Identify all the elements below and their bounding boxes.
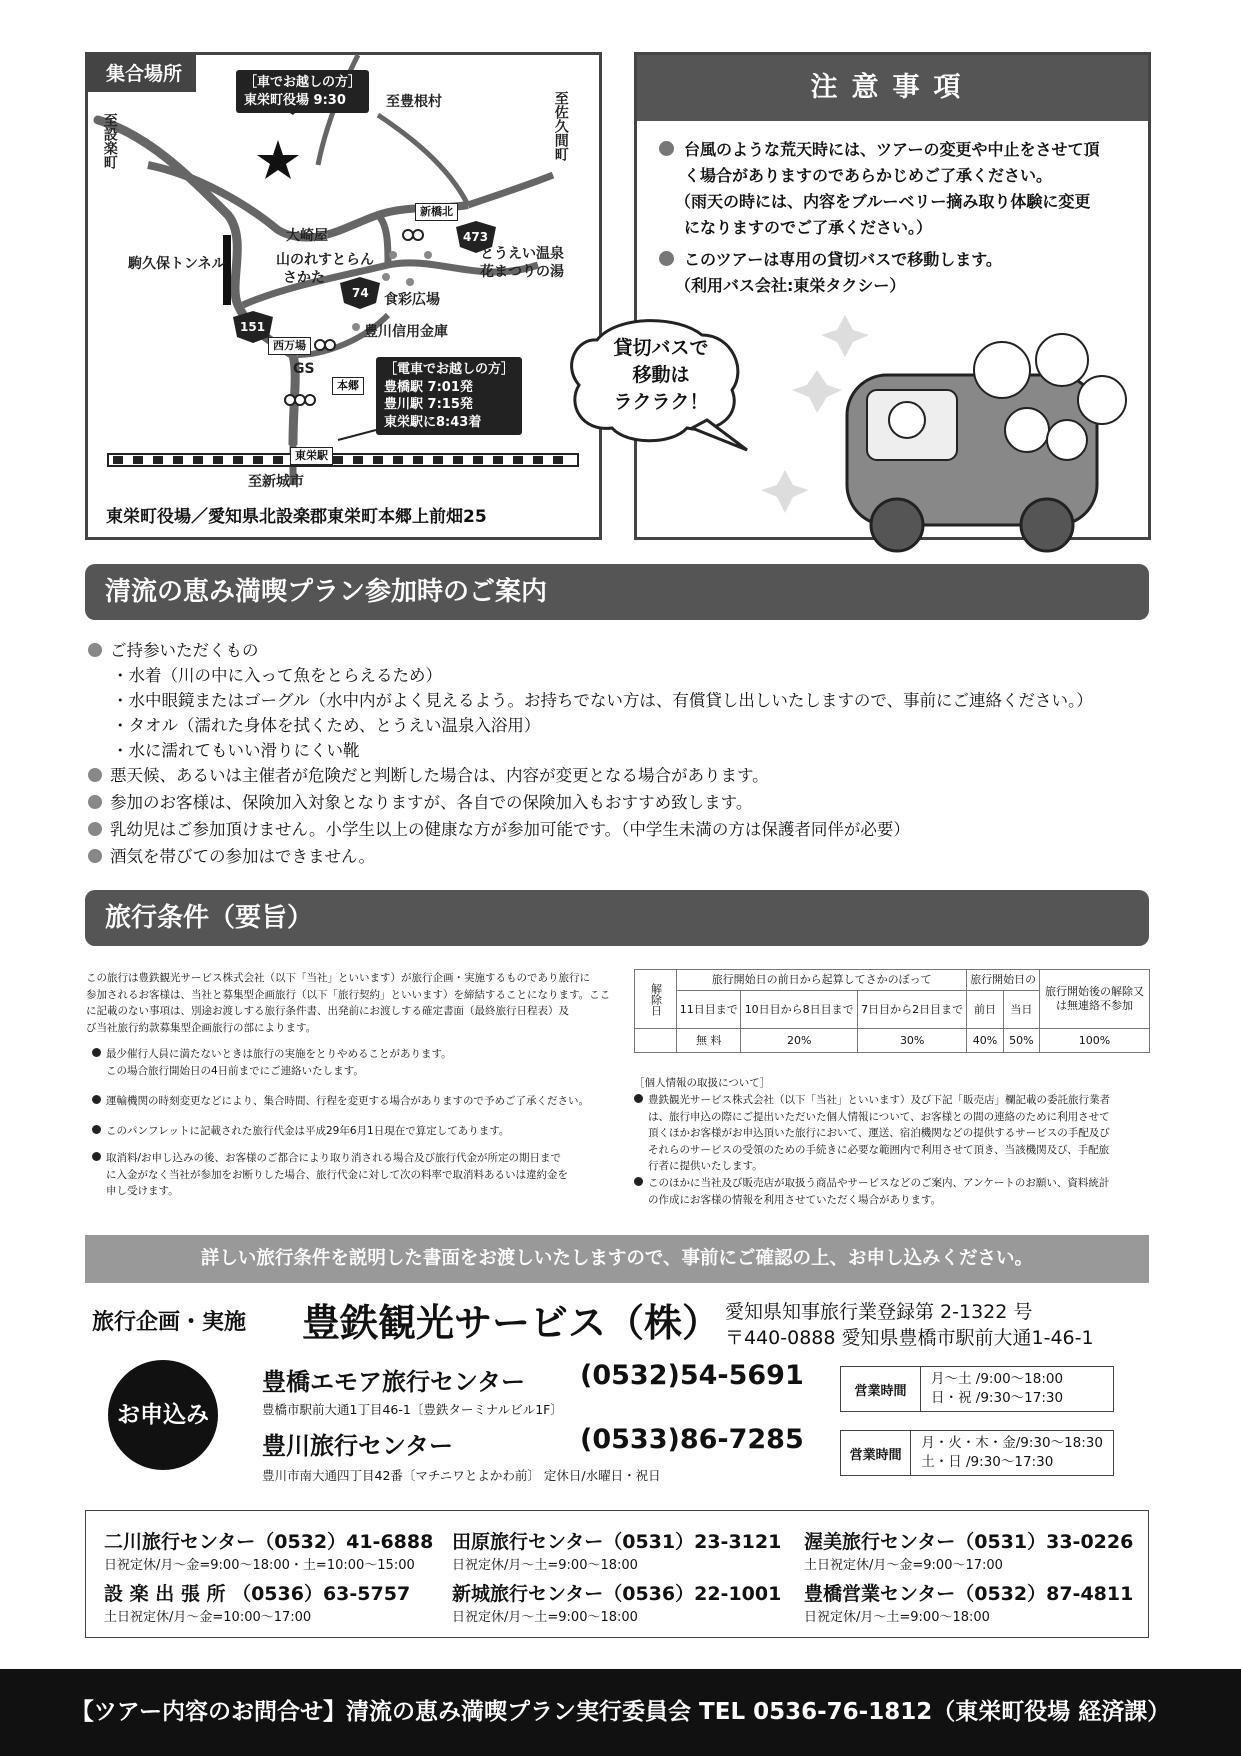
label-shokusai: 食彩広場 — [384, 292, 440, 308]
branch-shinshiro-hours: 日祝定休/月～土=9:00～18:00 — [452, 1610, 638, 1625]
guide-note-4: 酒気を帯びての参加はできません。 — [88, 844, 375, 869]
center-name-toyokawa: 豊川旅行センター — [262, 1432, 454, 1460]
table-before-head: 旅行開始日の前日から起算してさかのぼって — [677, 970, 967, 991]
table-col-same-day: 当日 — [1003, 991, 1039, 1029]
center-address-emoa: 豊橋市駅前大通1丁目46-1〔豊鉄ターミナルビル1F〕 — [262, 1402, 563, 1417]
map-roads — [88, 55, 599, 537]
notice-item-1c: （雨天の時には、内容をブルーベリー摘み取り体験に変更 — [675, 192, 1091, 211]
bullet-icon — [88, 795, 102, 809]
car-access-box — [236, 70, 369, 113]
hours-values: 月・火・木・金/9:30～18:30 土・日 /9:30～17:30 — [921, 1435, 1103, 1470]
bullet-icon — [88, 643, 102, 657]
notice-panel — [613, 52, 1151, 540]
terms-bullet-4: 取消料/お申し込みの後、お客様のご都合により取り消される場合及び旅行代金が所定の期日まで に入金がなく当社が参加をお断りした場合、旅行代金に対して次の料率で取消料あるいは違約金を 申し受けます。 — [92, 1150, 568, 1200]
route-74-label: 74 — [352, 286, 369, 300]
hours-label: 営業時間 — [841, 1431, 911, 1475]
center-tel-toyokawa: (0533)86-7285 — [580, 1424, 804, 1455]
label-to-shitara: 至設楽町 — [101, 113, 118, 169]
label-to-toyone: 至豊根村 — [386, 94, 442, 110]
table-rate-50: 50% — [1003, 1029, 1039, 1053]
bullet-icon — [634, 1177, 643, 1186]
train-access-toyokawa: 豊川駅 7:15発 — [384, 397, 473, 413]
bullet-icon — [659, 141, 674, 156]
table-col-prev-day: 前日 — [967, 991, 1003, 1029]
guide-note-2: 参加のお客様は、保険加入対象となりますが、各自での保険加入もおすすめ致します。 — [88, 790, 752, 815]
route-151-label: 151 — [240, 320, 266, 334]
terms-bullet-2: 運輸機関の時刻変更などにより、集合時間、行程を変更する場合がありますので予めご了承ください。 — [92, 1093, 589, 1110]
table-start-head: 旅行開始日の — [967, 970, 1040, 991]
meeting-address: 東栄町役場／愛知県北設楽郡東栄町本郷上前畑25 — [106, 507, 487, 527]
meeting-place-map — [85, 52, 602, 540]
guide-note-1: 悪天候、あるいは主催者が危険だと判断した場合は、内容が変更となる場合があります。 — [88, 763, 769, 788]
branch-toyohashi-eigyo-hours: 日祝定休/月～土=9:00～18:00 — [804, 1610, 990, 1625]
branch-shitara: 設 楽 出 張 所 （0536）63-5757 — [104, 1583, 411, 1605]
bring-title: ご持参いただくもの — [88, 638, 259, 663]
hours-label: 営業時間 — [841, 1367, 921, 1411]
notice-item-1: 台風のような荒天時には、ツアーの変更や中止をさせて頂 — [659, 137, 1100, 163]
branch-list — [85, 1510, 1149, 1638]
organizer-address: 〒440-0888 愛知県豊橋市駅前大通1-46-1 — [725, 1327, 1094, 1349]
inquiry-footer: 【ツアー内容のお問合せ】清流の恵み満喫プラン実行委員会 TEL 0536-76-1812（東栄町役場 経済課） — [0, 1669, 1241, 1756]
privacy-item-1: 豊鉄観光サービス株式会社（以下「当社」といいます）及び下記「販売店」欄記載の委託旅行業者 は、旅行申込の際にご提出いただいた個人情報について、お客様との間の連絡のために利用させて 頂くほかお客様がお申込頂いた旅行において、運送、宿泊機関などの提供するサービスの手配及び それらのサービスの受領のための手続きに必要な範囲内で利用させて頂き、当該機関及び、手配旅 行者に提供いたします。 — [634, 1092, 1154, 1175]
label-to-shinshiro: 至新城市 — [248, 474, 304, 490]
table-rate-100: 100% — [1040, 1029, 1150, 1053]
terms-header: 旅行条件（要旨） — [85, 890, 1149, 946]
bullet-icon — [92, 1125, 101, 1134]
label-hanamatsuri: 花まつりの湯 — [480, 264, 564, 280]
table-rate-20: 20% — [741, 1029, 858, 1053]
branch-tahara-hours: 日祝定休/月～土=9:00～18:00 — [452, 1558, 638, 1573]
notice-item-1b: く場合がありますのであらかじめご了承ください。 — [684, 166, 1053, 185]
privacy-item-2: このほかに当社及び販売店が取扱う商品やサービスなどのご案内、アンケートのお願い、資料統計 の作成にお客様の情報を利用させていただく場合があります。 — [634, 1175, 1154, 1208]
table-rate-30: 30% — [857, 1029, 966, 1053]
guide-note-3: 乳幼児はご参加頂けません。小学生以上の健康な方が参加可能です。（中学生未満の方は保護者同伴が必要） — [88, 817, 910, 842]
train-access-box — [376, 357, 522, 435]
hours-box-toyokawa — [840, 1430, 1114, 1476]
bullet-icon — [92, 1048, 101, 1057]
notice-title: 注意事項 — [637, 55, 1148, 121]
train-access-arrival: 東栄駅に8:43着 — [384, 414, 482, 430]
bullet-icon — [92, 1152, 101, 1161]
label-sakata: さかた — [283, 270, 325, 286]
bubble-text: 貸切バスで 移動は ラクラク！ — [613, 337, 709, 413]
cancellation-fee-table — [634, 969, 1150, 1053]
organizer-label: 旅行企画・実施 — [92, 1310, 247, 1335]
apply-badge: お申込み — [108, 1360, 218, 1470]
label-shinbashi-kita: 新橋北 — [415, 203, 458, 221]
privacy-title: ［個人情報の取扱について］ — [634, 1077, 771, 1089]
map-tab-label: 集合場所 — [88, 55, 196, 92]
terms-banner: 詳しい旅行条件を説明した書面をお渡しいたしますので、事前にご確認の上、お申し込みください。 — [85, 1235, 1149, 1283]
branch-atsumi: 渥美旅行センター（0531）33-0226 — [804, 1531, 1134, 1553]
organizer-name: 豊鉄観光サービス（株） — [302, 1301, 721, 1345]
bus-illustration — [747, 295, 1147, 540]
bullet-icon — [88, 768, 102, 782]
label-hongo: 本郷 — [332, 377, 364, 395]
bullet-icon — [88, 822, 102, 836]
label-nishimanba: 西万場 — [268, 337, 311, 355]
notice-item-2b: （利用バス会社:東栄タクシー） — [675, 276, 906, 295]
terms-intro: この旅行は豊鉄観光サービス株式会社（以下「当社」といいます）が旅行企画・実施するものであり旅行に 参加されるお客様は、当社と募集型企画旅行（以下「旅行契約」といいます）を締結することになります。ここ に記載のない事項は、別途お渡しする旅行条件書、出発前にお渡しする確定書面（最終旅行日程表）及 び当社旅行約款募集型企画旅行の部によります。 — [86, 972, 611, 1034]
table-col-10-8days: 10日目から8日目まで — [741, 991, 858, 1029]
label-yamanorezu: 山のれすとらん — [276, 252, 374, 268]
branch-futagawa: 二川旅行センター（0532）41-6888 — [104, 1531, 434, 1553]
bullet-icon — [634, 1094, 643, 1103]
bring-item-4: ・水に濡れてもいい滑りにくい靴 — [112, 741, 360, 760]
table-rate-40: 40% — [967, 1029, 1003, 1053]
table-col-11days: 11日目まで — [677, 991, 741, 1029]
organizer-registration: 愛知県知事旅行業登録第 2-1322 号 — [725, 1301, 1033, 1323]
bullet-icon — [659, 251, 674, 266]
branch-shinshiro: 新城旅行センター（0536）22-1001 — [452, 1583, 782, 1605]
table-corner: 解除日 — [635, 970, 677, 1029]
branch-futagawa-hours: 日祝定休/月～金=9:00～18:00・土=10:00～15:00 — [104, 1558, 415, 1573]
branch-atsumi-hours: 土日祝定休/月～金=9:00～17:00 — [804, 1558, 1003, 1573]
label-shinkin: 豊川信用金庫 — [364, 324, 448, 340]
label-to-sakuma: 至佐久間町 — [552, 91, 569, 161]
bullet-icon — [92, 1095, 101, 1104]
bring-item-2: ・水中眼鏡またはゴーグル（水中内がよく見えるよう。お持ちでない方は、有償貸し出しいたしますので、事前にご連絡ください。） — [112, 691, 1093, 710]
train-access-title: ［電車でお越しの方］ — [384, 362, 515, 377]
label-komakubo-tunnel: 駒久保トンネル — [128, 256, 226, 272]
branch-tahara: 田原旅行センター（0531）23-3121 — [452, 1531, 782, 1553]
car-access-time: 東栄町役場 9:30 — [244, 92, 346, 108]
label-toei-onsen: とうえい温泉 — [480, 246, 564, 262]
notice-item-2: このツアーは専用の貸切バスで移動します。 — [659, 247, 1002, 273]
bring-item-3: ・タオル（濡れた身体を拭くため、とうえい温泉入浴用） — [112, 716, 541, 735]
route-473-label: 473 — [463, 230, 489, 244]
train-access-toyohashi: 豊橋駅 7:01発 — [384, 379, 473, 395]
hours-values: 月～土 /9:00～18:00 日・祝 /9:30～17:30 — [931, 1371, 1064, 1406]
branch-toyohashi-eigyo: 豊橋営業センター（0532）87-4811 — [804, 1583, 1134, 1605]
guide-header: 清流の恵み満喫プラン参加時のご案内 — [85, 564, 1149, 620]
bring-item-1: ・水着（川の中に入って魚をとらえるため） — [112, 666, 442, 685]
center-tel-emoa: (0532)54-5691 — [580, 1360, 804, 1391]
branch-shitara-hours: 土日祝定休/月～金=10:00～17:00 — [104, 1610, 312, 1625]
notice-item-1d: になりますのでご了承ください。） — [684, 218, 933, 237]
label-toei-station: 東栄駅 — [290, 447, 333, 465]
terms-bullet-1: 最少催行人員に満たないときは旅行の実施をとりやめることがあります。 この場合旅行開始日の4日前までにご連絡いたします。 — [92, 1046, 452, 1079]
car-access-title: ［車でお越しの方］ — [244, 75, 362, 90]
table-rate-free: 無 料 — [677, 1029, 741, 1053]
table-after-head: 旅行開始後の解除又は無連絡不参加 — [1040, 970, 1150, 1029]
label-gs: GS — [293, 361, 315, 377]
terms-bullet-3: このパンフレットに記載された旅行代金は平成29年6月1日現在で算定してあります。 — [92, 1123, 509, 1140]
bullet-icon — [88, 849, 102, 863]
label-osakiya: 大崎屋 — [286, 228, 328, 244]
center-name-emoa: 豊橋エモア旅行センター — [262, 1368, 526, 1396]
center-address-toyokawa: 豊川市南大通四丁目42番〔マチニワとよかわ前〕 定休日/水曜日・祝日 — [262, 1468, 661, 1483]
hours-box-emoa — [840, 1366, 1114, 1412]
table-col-7-2days: 7日目から2日目まで — [857, 991, 966, 1029]
